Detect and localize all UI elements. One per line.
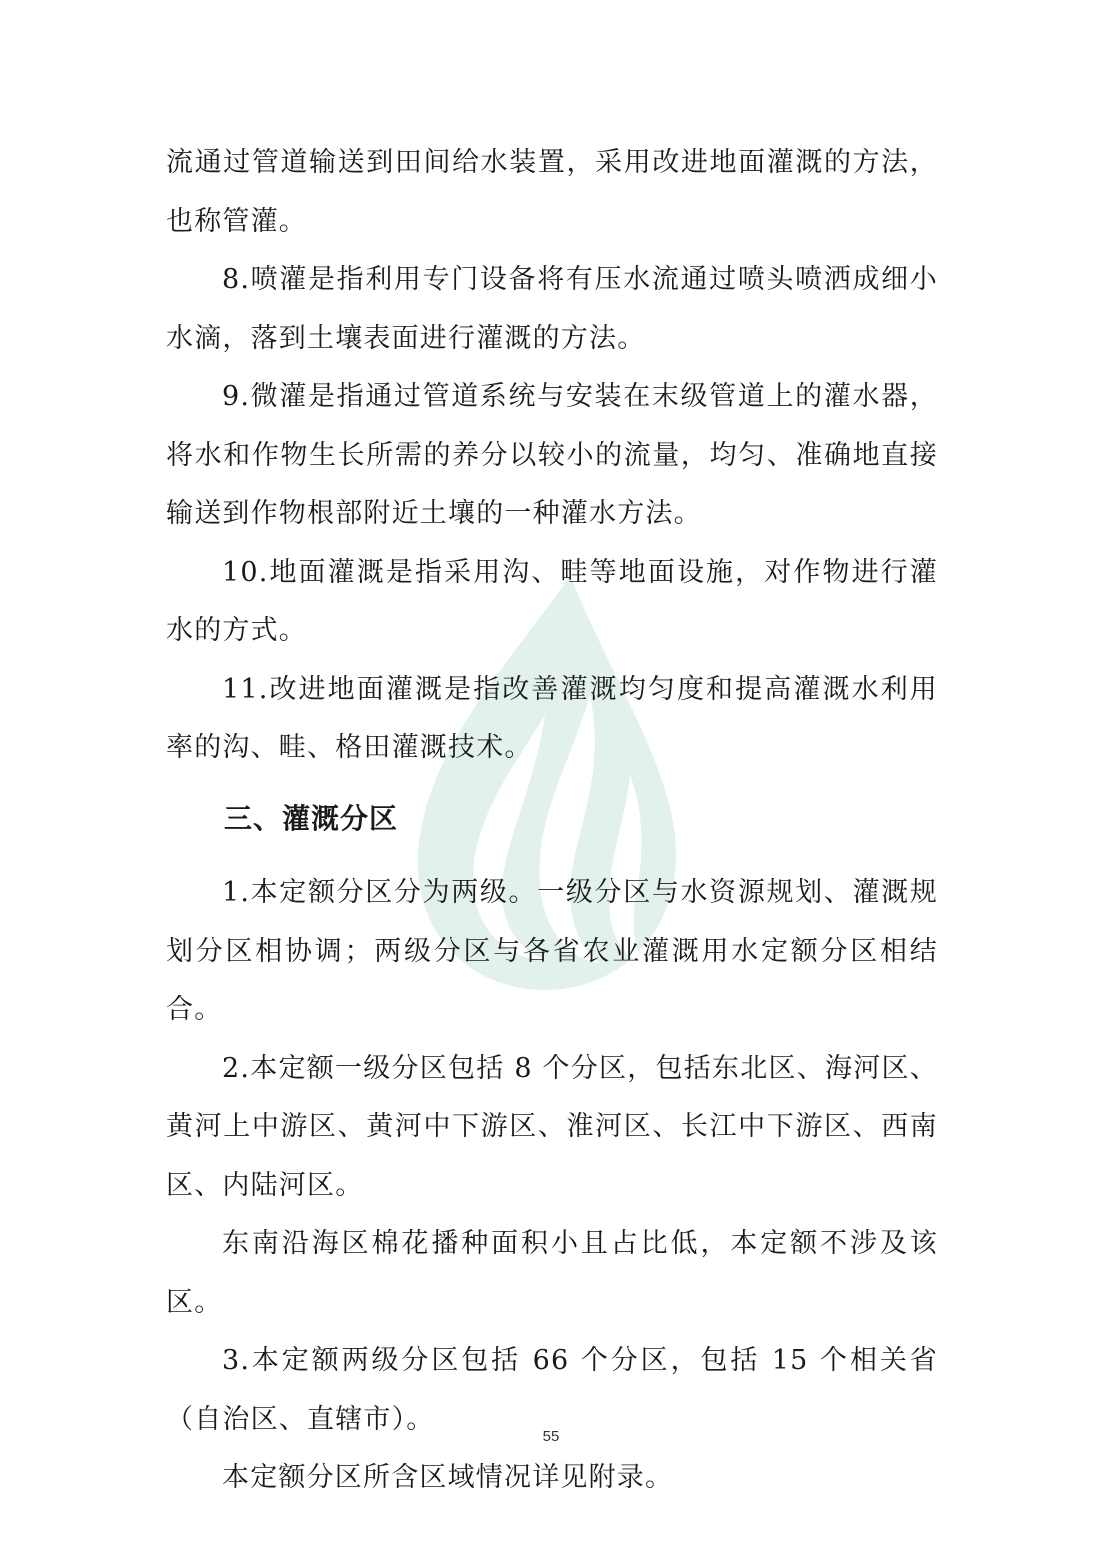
paragraph-improved-surface-irrigation: 11.改进地面灌溉是指改善灌溉均匀度和提高灌溉水利用率的沟、畦、格田灌溉技术。 <box>166 673 938 763</box>
body-block-zoning <box>166 864 938 1508</box>
paragraph-surface-irrigation: 10.地面灌溉是指采用沟、畦等地面设施，对作物进行灌水的方式。 <box>166 556 938 646</box>
paragraph-southeast-coast-note: 东南沿海区棉花播种面积小且占比低，本定额不涉及该区。 <box>166 1228 938 1318</box>
paragraph-pipe-irrigation-continued: 流通过管道输送到田间给水装置，采用改进地面灌溉的方法，也称管灌。 <box>166 147 938 237</box>
section-heading-irrigation-zoning: 三、灌溉分区 <box>224 802 399 835</box>
paragraph-second-level-zones: 3.本定额两级分区包括 66 个分区，包括 15 个相关省（自治区、直辖市）。 <box>166 1345 938 1435</box>
page-number: 55 <box>542 1428 560 1445</box>
paragraph-zoning-levels: 1.本定额分区分为两级。一级分区与水资源规划、灌溉规划分区相协调；两级分区与各省农业灌溉用水定额分区相结合。 <box>166 877 938 1025</box>
paragraph-first-level-zones: 2.本定额一级分区包括 8 个分区，包括东北区、海河区、黄河上中游区、黄河中下游区、淮河区、长江中下游区、西南区、内陆河区。 <box>166 1052 938 1201</box>
paragraph-micro-irrigation: 9.微灌是指通过管道系统与安装在末级管道上的灌水器，将水和作物生长所需的养分以较小的流量，均匀、准确地直接输送到作物根部附近土壤的一种灌水方法。 <box>166 381 938 529</box>
paragraph-appendix-reference: 本定额分区所含区域情况详见附录。 <box>222 1462 674 1493</box>
paragraph-sprinkler-irrigation: 8.喷灌是指利用专门设备将有压水流通过喷头喷洒成细小水滴，落到土壤表面进行灌溉的方法。 <box>166 264 938 354</box>
body-block-definitions <box>166 134 938 778</box>
section-heading-block <box>166 790 938 848</box>
